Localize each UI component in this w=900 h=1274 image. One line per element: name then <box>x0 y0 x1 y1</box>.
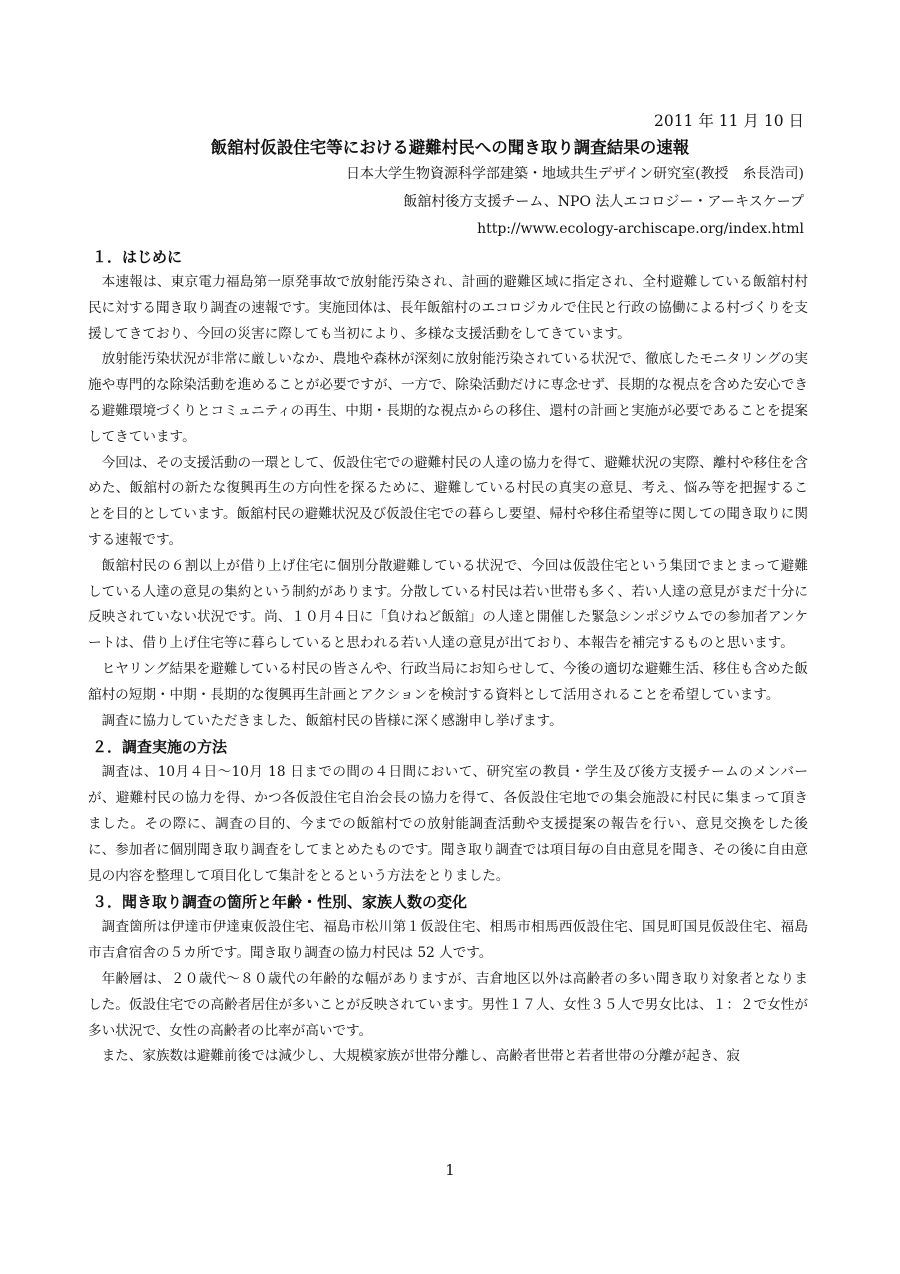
paragraph: ヒヤリング結果を避難している村民の皆さんや、行政当局にお知らせして、今後の適切な避難生活、移住も含めた飯舘村の短期・中期・長期的な復興再生計画とアクションを検討する資料として活用されることを希望しています。 <box>88 660 808 703</box>
paragraph: また、家族数は避難前後では減少し、大規模家族が世帯分離し、高齢者世帯と若者世帯の分離が起き、寂 <box>101 1048 740 1065</box>
paragraph: 本速報は、東京電力福島第一原発事故で放射能汚染され、計画的避難区域に指定され、全村避難している飯舘村村民に対する聞き取り調査の速報です。実施団体は、長年飯舘村のエコロジカルで住民と行政の協働による村づくりを支援してきており、今回の災害に際しても当初により、多様な支援活動をしてきています。 <box>88 274 808 342</box>
paragraph: 調査は、10月４日～10月 18 日までの間の４日間において、研究室の教員・学生及び後方支援チームのメンバーが、避難村民の協力を得、かつ各仮設住宅自治会長の協力を得て、各仮設住宅地での集会施設に村民に集まって頂きました。その際に、調査の目的、今までの飯舘村での放射能調査活動や支援提案の報告を行い、意見交換をした後に、参加者に個別聞き取り調査をしてまとめたものです。聞き取り調査では項目毎の自由意見を聞き、その後に自由意見の内容を整理して項目化して集計をとるという方法をとりました。 <box>88 764 808 884</box>
paragraph: 調査に協力していただきました、飯舘村民の皆様に深く感謝申し挙げます。 <box>101 712 563 729</box>
paragraph: 年齢層は、２０歳代～８０歳代の年齢的な幅がありますが、吉倉地区以外は高齢者の多い聞き取り対象者となりました。仮設住宅での高齢者居住が多いことが反映されています。男性１７人、女性３５人で男女比は、１：２で女性が多い状況で、女性の高齢者の比率が高いです。 <box>88 970 808 1039</box>
paragraph: 放射能汚染状況が非常に厳しいなか、農地や森林が深刻に放射能汚染されている状況で、徹底したモニタリングの実施や専門的な除染活動を進めることが必要ですが、一方で、除染活動だけに専念せず、長期的な視点を含めた安心できる避難環境づくりとコミュニティの再生、中期・長期的な視点からの移住、還村の計画と実施が必要であることを提案してきています。 <box>88 351 808 445</box>
section-heading-survey-locations: ３．聞き取り調査の箇所と年齢・性別、家族人数の変化 <box>92 893 468 912</box>
website-url: http://www.ecology-archiscape.org/index.html <box>477 221 804 237</box>
affiliation-npo: 飯舘村後方支援チーム、NPO 法人エコロジー・アーキスケープ <box>403 194 804 210</box>
paragraph: 今回は、その支援活動の一環として、仮設住宅での避難村民の人達の協力を得て、避難状況の実際、離村や移住を含めた、飯舘村の新たな復興再生の方向性を探るために、避難している村民の真実の意見、考え、悩み等を把握することを目的としています。飯舘村民の避難状況及び仮設住宅での暮らし要望、帰村や移住希望等に関しての聞き取りに関する速報です。 <box>88 454 808 548</box>
document-date: 2011 年 11 月 10 日 <box>653 112 804 130</box>
affiliation-lab: 日本大学生物資源科学部建築・地域共生デザイン研究室(教授 糸長浩司) <box>346 166 804 182</box>
document-title: 飯舘村仮設住宅等における避難村民への聞き取り調査結果の速報 <box>210 138 690 157</box>
paragraph: 飯舘村民の６割以上が借り上げ住宅に個別分散避難している状況で、今回は仮設住宅という集団でまとまって避難している人達の意見の集約という制約があります。分散している村民は若い世帯も多く、若い人達の意見がまだ十分に反映されていない状況です。尚、１０月４日に「負けねど飯舘」の人達と開催した緊急シンポジウムでの参加者アンケートは、借り上げ住宅等に暮らしていると思われる若い人達の意見が出ており、本報告を補完するものと思います。 <box>88 557 808 652</box>
page-number: 1 <box>445 1161 455 1179</box>
paragraph: 調査箇所は伊達市伊達東仮設住宅、福島市松川第１仮設住宅、相馬市相馬西仮設住宅、国見町国見仮設住宅、福島市吉倉宿舎の５カ所です。聞き取り調査の協力村民は 52 人です。 <box>88 919 808 962</box>
document-body <box>88 244 808 1070</box>
section-heading-survey-method: ２．調査実施の方法 <box>92 738 228 757</box>
section-heading-introduction: １．はじめに <box>92 248 183 266</box>
